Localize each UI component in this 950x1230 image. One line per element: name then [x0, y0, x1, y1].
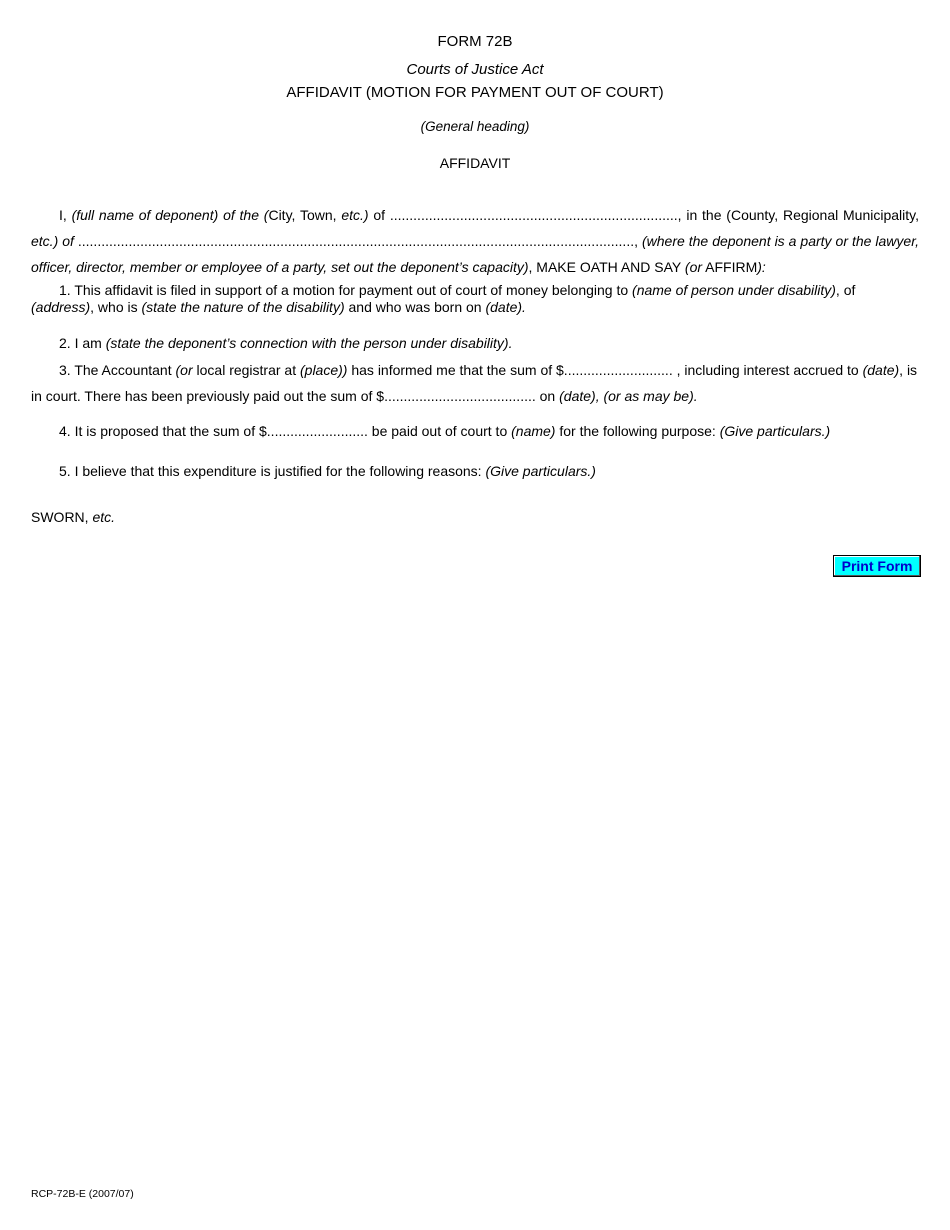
form-code-footer: RCP-72B-E (2007/07): [31, 1188, 134, 1200]
paragraph-5: 5. I believe that this expenditure is justified for the following reasons: (Give particulars.): [59, 463, 596, 479]
act-name: Courts of Justice Act: [406, 61, 544, 78]
intro-paragraph: I, (full name of deponent) of the (City, Town, etc.) of .........................................................................., in the (County, Regional Municipality, etc.) of ..............................................................................................................................................., (where the deponent is a party or the lawyer, officer, director, member or employee of a party, set out the deponent’s capacity), MAKE OATH AND SAY (or AFFIRM):: [31, 207, 919, 275]
paragraph-3: 3. The Accountant (or local registrar at (place)) has informed me that the sum of $............................ , including interest accrued to (date), is in court. There has been previously paid out the sum of $....................................... on (date), (or as may be).: [31, 362, 918, 404]
paragraph-2: 2. I am (state the deponent’s connection with the person under disability).: [59, 335, 513, 351]
paragraph-1: 1. This affidavit is filed in support of a motion for payment out of court of money belonging to (name of person under disability), of (address), who is (state the nature of the disability) and who was born on (date).: [31, 282, 856, 315]
sworn-line: SWORN, etc.: [31, 509, 116, 525]
form-title: AFFIDAVIT (MOTION FOR PAYMENT OUT OF COURT): [286, 84, 664, 101]
print-form-button[interactable]: Print Form: [833, 555, 921, 577]
paragraph-4: 4. It is proposed that the sum of $.......................... be paid out of court to (name) for the following purpose: (Give particulars.): [59, 423, 831, 439]
general-heading: (General heading): [420, 119, 530, 134]
document-type: AFFIDAVIT: [439, 155, 511, 171]
form-number: FORM 72B: [437, 33, 513, 50]
